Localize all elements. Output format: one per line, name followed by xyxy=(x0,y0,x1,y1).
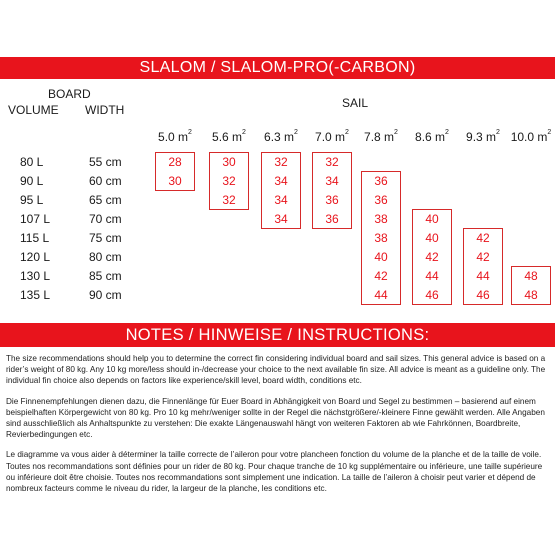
board-width: 85 cm xyxy=(89,269,122,283)
fin-size-cell: 44 xyxy=(476,269,490,283)
board-volume: 130 L xyxy=(20,269,51,283)
fin-size-cell: 36 xyxy=(374,193,388,207)
board-width: 55 cm xyxy=(89,155,122,169)
fin-size-cell: 44 xyxy=(425,269,439,283)
board-width: 70 cm xyxy=(89,212,122,226)
fin-size-cell: 36 xyxy=(325,193,339,207)
board-width: 90 cm xyxy=(89,288,122,302)
notes-title: NOTES / HINWEISE / INSTRUCTIONS: xyxy=(125,326,430,344)
sail-size-label: 5.6 $m^2$ xyxy=(212,129,246,144)
fin-size-cell: 36 xyxy=(374,174,388,188)
fin-size-cell: 40 xyxy=(374,250,388,264)
board-volume: 107 L xyxy=(20,212,51,226)
title-banner xyxy=(0,57,555,79)
fin-size-cell: 46 xyxy=(476,288,490,302)
board-width: 75 cm xyxy=(89,231,122,245)
fin-size-cell: 36 xyxy=(325,212,339,226)
fin-size-cell: 28 xyxy=(168,155,182,169)
fin-size-cell: 32 xyxy=(222,193,236,207)
board-volume: 90 L xyxy=(20,174,44,188)
board-width: 65 cm xyxy=(89,193,122,207)
fin-size-cell: 32 xyxy=(325,155,339,169)
fin-size-cell: 48 xyxy=(524,288,538,302)
board-volume: 115 L xyxy=(20,231,50,245)
fin-size-cell: 40 xyxy=(425,212,439,226)
sail-size-label: 8.6 $m^2$ xyxy=(415,129,449,144)
paragraph-en: The size recommendations should help you to determine the correct fin considering individual board and sail sizes. This general advice is based on a rider’s weight of 80 kg. Any 10 kg more/less should in-/decrease your choice to the next available fin size. All advice is meant as a guideline only. The individual fin choice also depends on factors like experience/skill level, board width, conditions etc. xyxy=(6,354,546,386)
fin-size-cell: 42 xyxy=(476,250,490,264)
fin-size-cell: 48 xyxy=(524,269,538,283)
sail-size-label: 9.3 $m^2$ xyxy=(466,129,500,144)
fin-size-cell: 44 xyxy=(374,288,388,302)
sail-header: SAIL xyxy=(342,96,369,110)
board-width: 80 cm xyxy=(89,250,122,264)
board-volume: 120 L xyxy=(20,250,51,264)
fin-size-cell: 30 xyxy=(168,174,182,188)
fin-size-cell: 34 xyxy=(274,193,288,207)
fin-size-cell: 32 xyxy=(274,155,288,169)
sail-size-label: 10.0 $m^2$ xyxy=(510,129,552,144)
sail-size-label: 7.8 $m^2$ xyxy=(364,129,398,144)
notes-banner xyxy=(0,323,555,347)
fin-size-cell: 38 xyxy=(374,231,388,245)
fin-size-cell: 42 xyxy=(476,231,490,245)
board-header: BOARD xyxy=(48,87,91,101)
board-volume: 135 L xyxy=(20,288,51,302)
board-width: 60 cm xyxy=(89,174,122,188)
fin-size-cell: 34 xyxy=(274,174,288,188)
fin-size-cell: 46 xyxy=(425,288,439,302)
board-volume: 80 L xyxy=(20,155,44,169)
chart-title: SLALOM / SLALOM-PRO(-CARBON) xyxy=(139,59,416,76)
instructions xyxy=(6,353,549,503)
fin-size-cell: 30 xyxy=(222,155,236,169)
fin-size-cell: 40 xyxy=(425,231,439,245)
paragraph-de: Die Finnenempfehlungen dienen dazu, die Finnenlänge für Euer Board in Abhängigkeit von Board und Segel zu bestimmen – basierend auf einem beispielhaften Körpergewicht von 80 kg. Pro 10 kg mehr/weniger sollte in der Regel die nächstgrößere/-kleinere Finne gewählt werden. Alle Angaben sind ausschließlich als Anhaltspunkte zu verstehen: Die exakte Längenauswahl hängt von weiteren Faktoren ab wie Fahrkönnen, Boardbreite, Revierbedingungen etc. xyxy=(6,396,545,440)
paragraph-fr: Le diagramme va vous aider à déterminer la taille correcte de l’aileron pour votre plancheen fonction du volume de la planche et de la taille de voile. Toutes nos recommandations sont définies pour un rider de 80 kg. Pour chaque tranche de 10 kg supplémentaire ou inférieure, une taille supérieure ou inférieure doit être choisie. Toutes nos recommandations sont simplement une indication. La taille de l’aileron à choisir peut varier et dépend de nombreux facteurs comme le niveau du rider, la largeur de la planche, les conditions etc. xyxy=(6,450,543,494)
sail-size-label: 7.0 $m^2$ xyxy=(315,129,349,144)
fin-size-cell: 38 xyxy=(374,212,388,226)
volume-header: VOLUME xyxy=(8,103,59,117)
sail-size-label: 5.0 $m^2$ xyxy=(158,129,192,144)
board-volume: 95 L xyxy=(20,193,44,207)
width-header: WIDTH xyxy=(85,103,125,117)
fin-size-cell: 34 xyxy=(325,174,339,188)
sail-size-label: 6.3 $m^2$ xyxy=(264,129,298,144)
fin-size-cell: 32 xyxy=(222,174,236,188)
fin-size-cell: 34 xyxy=(274,212,288,226)
fin-size-cell: 42 xyxy=(374,269,388,283)
fin-size-cell: 42 xyxy=(425,250,439,264)
